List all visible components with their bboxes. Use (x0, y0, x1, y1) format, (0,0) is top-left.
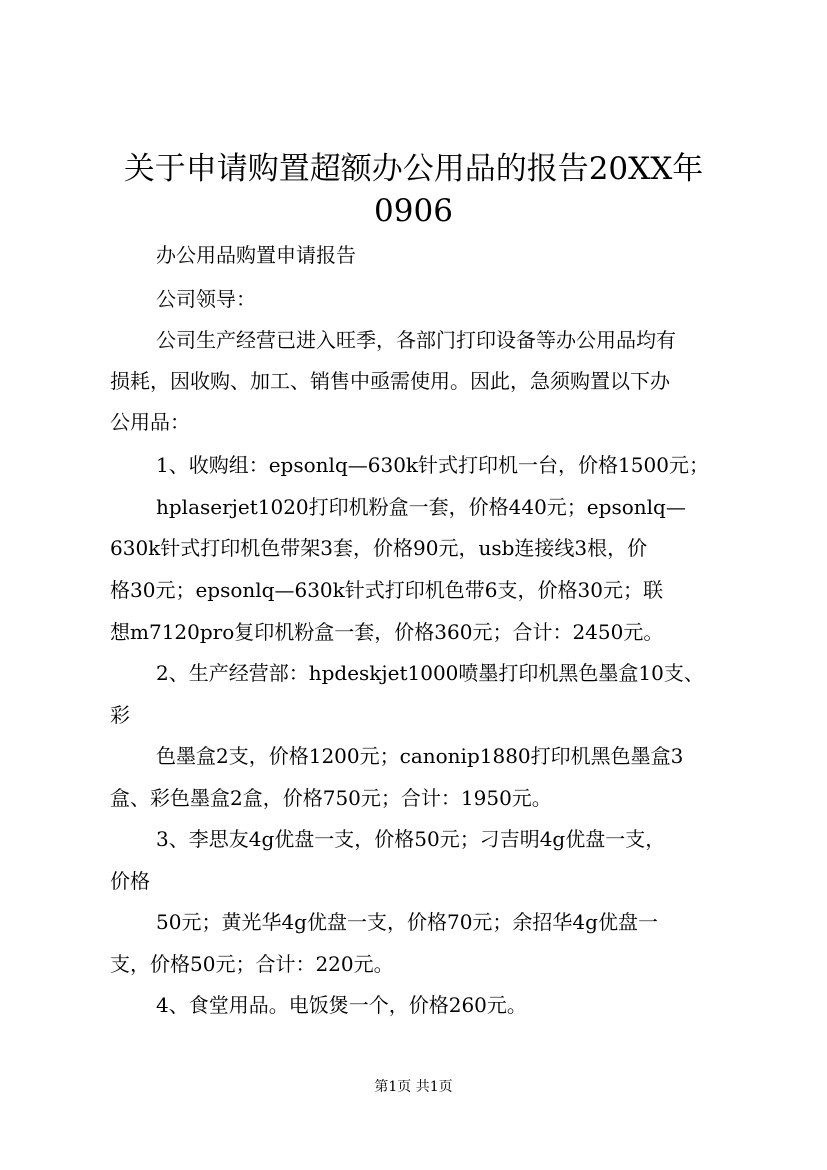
list-item-1-line: 630k针式打印机色带架3套，价格90元，usb连接线3根，价 (110, 536, 648, 560)
salutation: 公司领导： (156, 287, 256, 311)
document-title-line-1: 关于申请购置超额办公用品的报告20XX年 (123, 151, 704, 187)
list-item-2-line: 彩 (110, 703, 130, 727)
document-title-line-2: 0906 (374, 193, 453, 229)
list-item-3-line: 价格 (110, 869, 150, 893)
body-line: 损耗，因收购、加工、销售中亟需使用。因此，急须购置以下办 (110, 369, 670, 393)
body-line: 公司生产经营已进入旺季，各部门打印设备等办公用品均有 (156, 328, 676, 352)
list-item-1-line: 想m7120pro复印机粉盒一套，价格360元；合计：2450元。 (110, 620, 664, 644)
list-item-1-line: 格30元；epsonlq—630k针式打印机色带6支，价格30元；联 (110, 578, 663, 602)
list-item-4-line: 4、食堂用品。电饭煲一个，价格260元。 (156, 993, 527, 1017)
list-item-3-line: 50元；黄光华4g优盘一支，价格70元；余招华4g优盘一 (156, 910, 658, 934)
list-item-2-line: 盒、彩色墨盒2盒，价格750元；合计：1950元。 (110, 786, 552, 810)
list-item-1-line: hplaserjet1020打印机粉盒一套，价格440元；epsonlq— (156, 495, 686, 519)
page-footer: 第1页 共1页 (374, 1079, 453, 1095)
body-line: 公用品： (110, 410, 190, 434)
list-item-3-line: 3、李思友4g优盘一支，价格50元；刁吉明4g优盘一支， (156, 827, 666, 851)
list-item-2-line: 色墨盒2支，价格1200元；canonip1880打印机黑色墨盒3 (156, 744, 684, 768)
list-item-2-line: 2、生产经营部：hpdeskjet1000喷墨打印机黑色墨盒10支、 (156, 661, 704, 685)
list-item-1-line: 1、收购组：epsonlq—630k针式打印机一台，价格1500元； (156, 453, 709, 477)
list-item-3-line: 支，价格50元；合计：220元。 (110, 952, 394, 976)
subtitle: 办公用品购置申请报告 (156, 243, 356, 267)
